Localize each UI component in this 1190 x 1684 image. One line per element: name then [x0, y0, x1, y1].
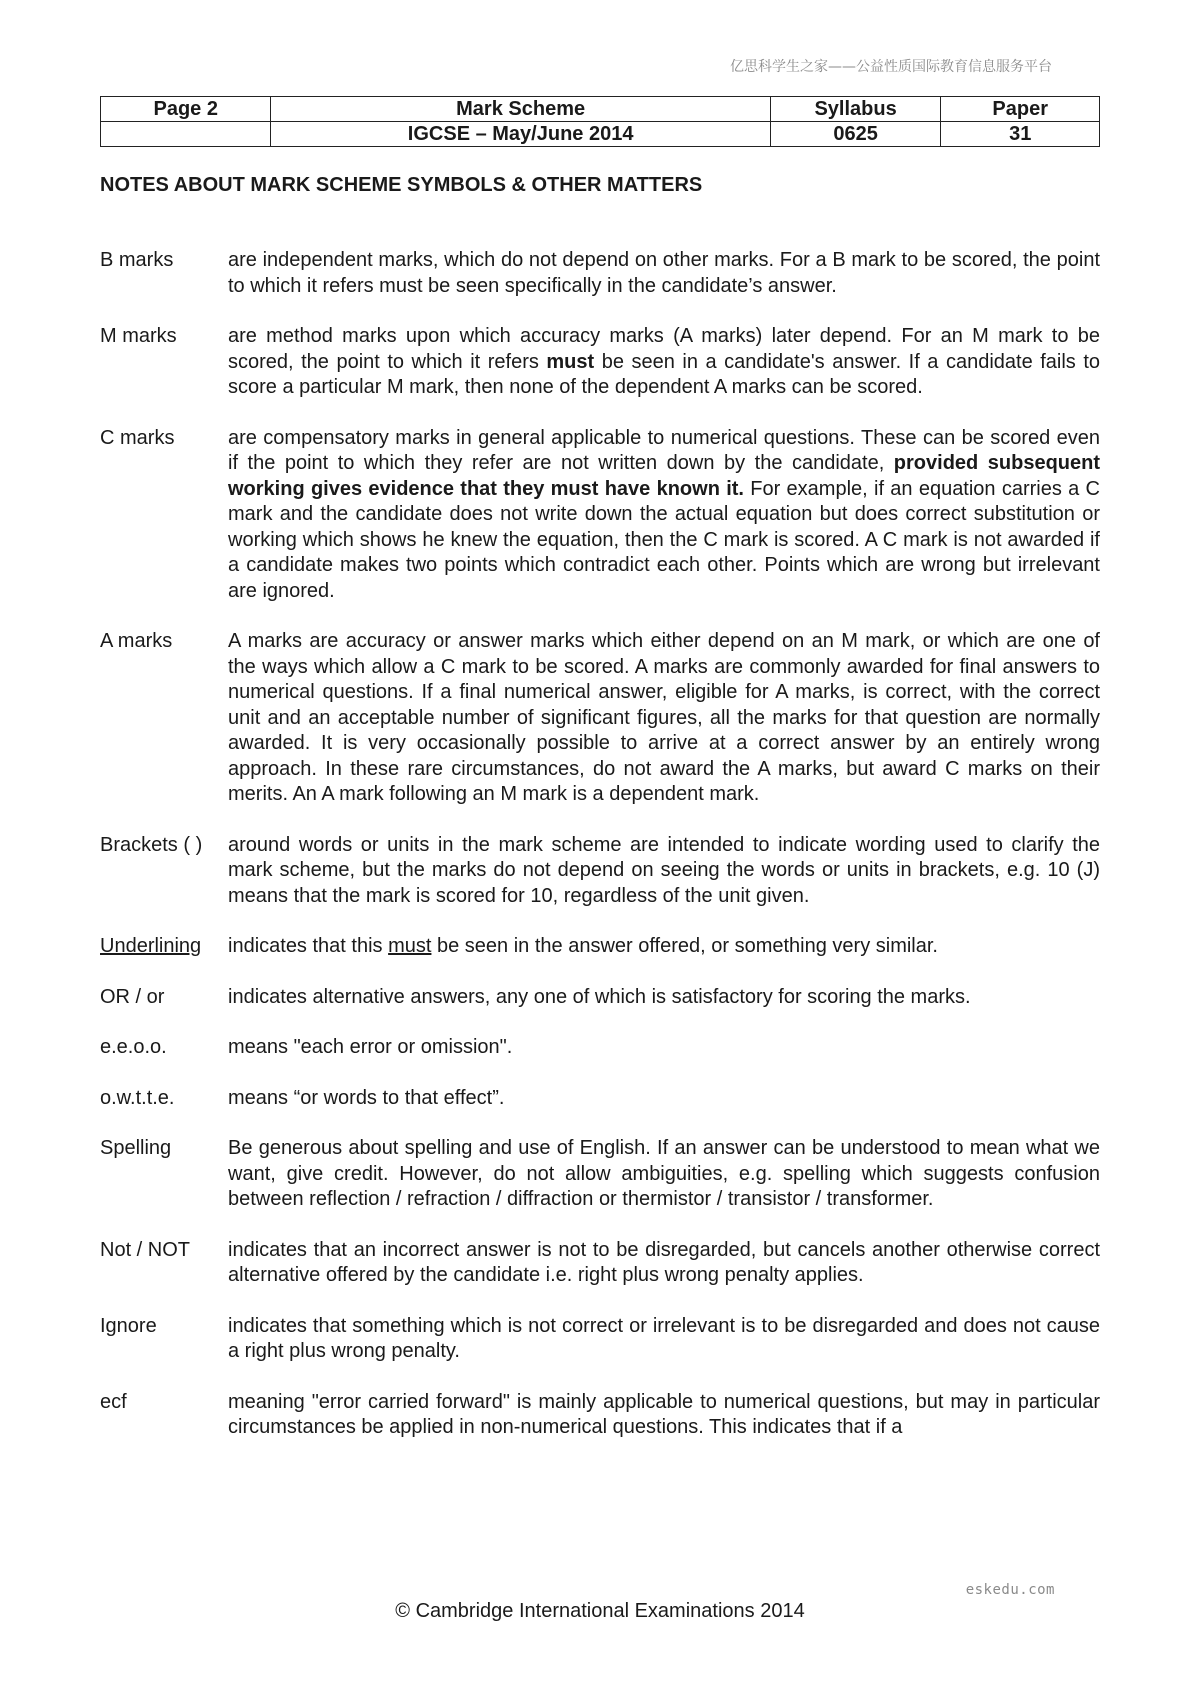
description-text: be seen in a candidate's answer. If a candidate fails to score a particular M mark, then none of the dependent A marks can be scored. — [228, 350, 1100, 398]
term: o.w.t.t.e. — [100, 1086, 175, 1109]
description: means "each error or omission". — [228, 1036, 513, 1058]
bold-text: provided subsequent working gives evidence that they must have known it. — [228, 452, 1101, 500]
header-exam: IGCSE – May/June 2014 — [271, 122, 770, 147]
header-paper-number: 31 — [941, 122, 1100, 147]
header-row-2 — [101, 122, 1100, 147]
header-table — [100, 96, 1100, 147]
header-empty-cell — [101, 122, 271, 147]
description: Be generous about spelling and use of English. If an answer can be understood to mean what we want, give credit. However, do not allow ambiguities, e.g. spelling which suggests confusion between reflection / refraction / diffraction or thermistor / transistor / transformer. — [228, 1137, 1100, 1210]
description: A marks are accuracy or answer marks which either depend on an M mark, or which are one of the ways which allow a C mark to be scored. A marks are commonly awarded for final answers to numerical questions. If a final numerical answer, eligible for A marks, is correct, with the correct unit and an acceptable number of significant figures, all the marks for that question are normally awarded. It is very occasionally possible to arrive at a correct answer by an entirely wrong approach. In these rare circumstances, do not award the A marks, but award C marks on their merits. An A mark following an M mark is a dependent mark. — [228, 630, 1100, 805]
description — [228, 426, 1100, 605]
term: A marks — [100, 630, 173, 652]
description-text: be seen in the answer offered, or something very similar. — [431, 935, 938, 957]
entry-eeoo — [100, 1035, 1100, 1061]
term: e.e.o.o. — [100, 1036, 167, 1058]
header-syllabus-label: Syllabus — [770, 97, 941, 122]
term: B marks — [100, 249, 174, 271]
entry-c-marks — [100, 426, 1100, 605]
description: indicates that an incorrect answer is not to be disregarded, but cancels another otherwise correct alternative offered by the candidate i.e. right plus wrong penalty applies. — [228, 1238, 1100, 1286]
entry-ignore — [100, 1314, 1100, 1365]
notes-list — [100, 248, 1100, 1466]
description — [228, 324, 1100, 401]
term: Underlining — [100, 935, 202, 957]
description: meaning "error carried forward" is mainly applicable to numerical questions, but may in particular circumstances be applied in non-numerical questions. This indicates that if a — [228, 1390, 1100, 1438]
notes-title: NOTES ABOUT MARK SCHEME SYMBOLS & OTHER MATTERS — [100, 174, 703, 196]
description: indicates that something which is not correct or irrelevant is to be disregarded and does not cause a right plus wrong penalty. — [228, 1314, 1100, 1362]
entry-or — [100, 985, 1100, 1011]
header-paper-label: Paper — [941, 97, 1100, 122]
description — [228, 934, 1100, 960]
entry-brackets — [100, 833, 1100, 910]
description: indicates alternative answers, any one of which is satisfactory for scoring the marks. — [228, 985, 971, 1008]
description-text: are method marks upon which accuracy marks (A marks) later depend. For an M mark to be scored, the point to which it refers — [228, 325, 1100, 373]
entry-a-marks — [100, 629, 1100, 808]
header-row-1 — [101, 97, 1100, 122]
description-text: indicates that this — [228, 935, 389, 957]
term: M marks — [100, 325, 177, 347]
header-page: Page 2 — [101, 97, 271, 122]
entry-b-marks — [100, 248, 1100, 299]
footer-copyright: © Cambridge International Examinations 2014 — [395, 1600, 805, 1622]
term: C marks — [100, 426, 175, 449]
entry-underlining — [100, 934, 1100, 960]
entry-not — [100, 1238, 1100, 1289]
entry-owtte — [100, 1086, 1100, 1112]
description-text: For example, if an equation carries a C mark and the candidate does not write down the actual equation but does correct substitution or working which shows he knew the equation, then the C mark is scored. A C mark is not awarded if a candidate makes two points which contradict each other. Points which are wrong but irrelevant are ignored. — [228, 477, 1100, 602]
entry-m-marks — [100, 324, 1100, 401]
underlined-text: must — [388, 935, 432, 957]
term: OR / or — [100, 985, 165, 1008]
term: ecf — [100, 1390, 127, 1413]
watermark-bottom: eskedu.com — [965, 1582, 1055, 1598]
header-mark-scheme: Mark Scheme — [271, 97, 770, 122]
watermark-top: 亿思科学生之家——公益性质国际教育信息服务平台 — [730, 59, 1052, 75]
term: Ignore — [100, 1314, 157, 1337]
term: Spelling — [100, 1137, 172, 1159]
term: Not / NOT — [100, 1238, 191, 1261]
description-text: are compensatory marks in general applicable to numerical questions. These can be scored even if the point to which they refer are not written down by the candidate, — [228, 426, 1100, 474]
bold-text: must — [546, 350, 595, 373]
description: are independent marks, which do not depend on other marks. For a B mark to be scored, the point to which it refers must be seen specifically in the candidate’s answer. — [228, 249, 1100, 297]
entry-ecf — [100, 1390, 1100, 1441]
header-syllabus-code: 0625 — [770, 122, 941, 147]
description: means “or words to that effect”. — [228, 1086, 505, 1109]
entry-spelling — [100, 1136, 1100, 1213]
term: Brackets ( ) — [100, 833, 203, 856]
description: around words or units in the mark scheme are intended to indicate wording used to clarify the mark scheme, but the marks do not depend on seeing the words or units in brackets, e.g. 10 (J) means that the mark is scored for 10, regardless of the unit given. — [228, 833, 1100, 907]
